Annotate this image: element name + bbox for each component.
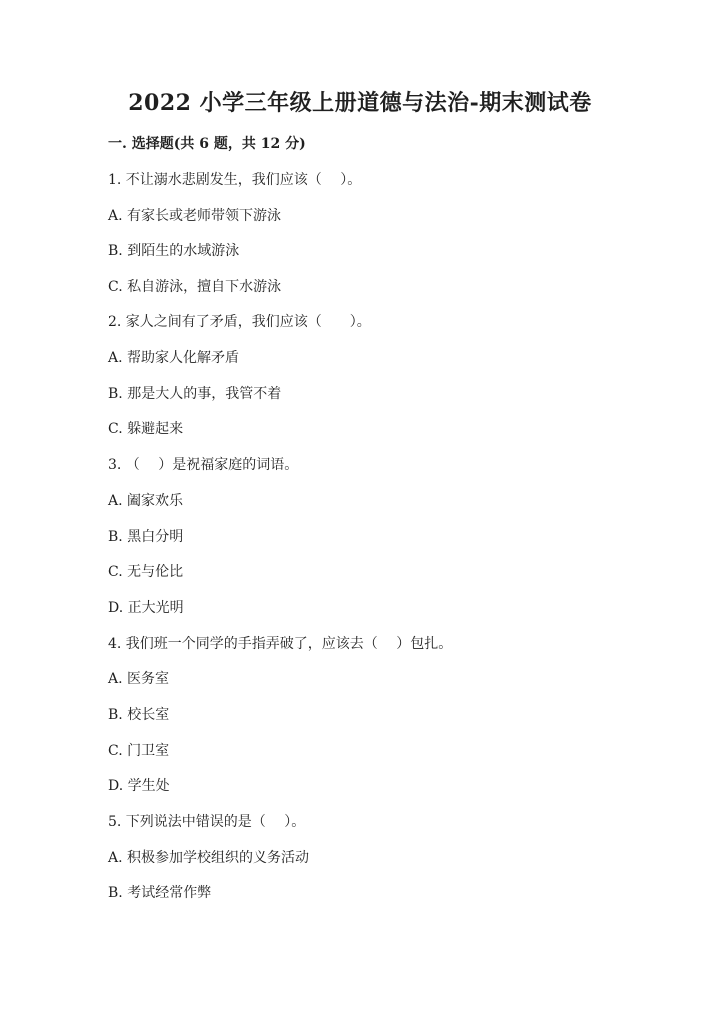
question-3-option-c: C. 无与伦比 — [108, 564, 184, 580]
question-5-stem: 5. 下列说法中错误的是（ ）。 — [108, 814, 306, 830]
page-title: 2022 小学三年级上册道德与法治-期末测试卷 — [128, 90, 592, 116]
question-1-option-b: B. 到陌生的水域游泳 — [108, 243, 240, 259]
question-4-option-c: C. 门卫室 — [108, 743, 170, 759]
section-heading: 一. 选择题(共 6 题，共 12 分) — [108, 136, 306, 152]
question-2-option-c: C. 躲避起来 — [108, 421, 184, 437]
question-2-stem: 2. 家人之间有了矛盾，我们应该（ ）。 — [108, 314, 371, 330]
question-4-option-a: A. 医务室 — [108, 671, 170, 687]
question-1-option-c: C. 私自游泳，擅自下水游泳 — [108, 279, 282, 295]
question-5-option-a: A. 积极参加学校组织的义务活动 — [108, 850, 310, 866]
question-3-stem: 3. （ ）是祝福家庭的词语。 — [108, 457, 299, 473]
question-2-option-b: B. 那是大人的事，我管不着 — [108, 386, 282, 402]
question-1-stem: 1. 不让溺水悲剧发生，我们应该（ ）。 — [108, 172, 362, 188]
question-3-option-d: D. 正大光明 — [108, 600, 184, 616]
question-3-option-b: B. 黑白分明 — [108, 529, 184, 545]
question-4-option-d: D. 学生处 — [108, 778, 170, 794]
question-5-option-b: B. 考试经常作弊 — [108, 885, 212, 901]
question-4-stem: 4. 我们班一个同学的手指弄破了，应该去（ ）包扎。 — [108, 636, 453, 652]
question-3-option-a: A. 阖家欢乐 — [108, 493, 184, 509]
question-1-option-a: A. 有家长或老师带领下游泳 — [108, 208, 282, 224]
question-4-option-b: B. 校长室 — [108, 707, 170, 723]
question-2-option-a: A. 帮助家人化解矛盾 — [108, 350, 240, 366]
